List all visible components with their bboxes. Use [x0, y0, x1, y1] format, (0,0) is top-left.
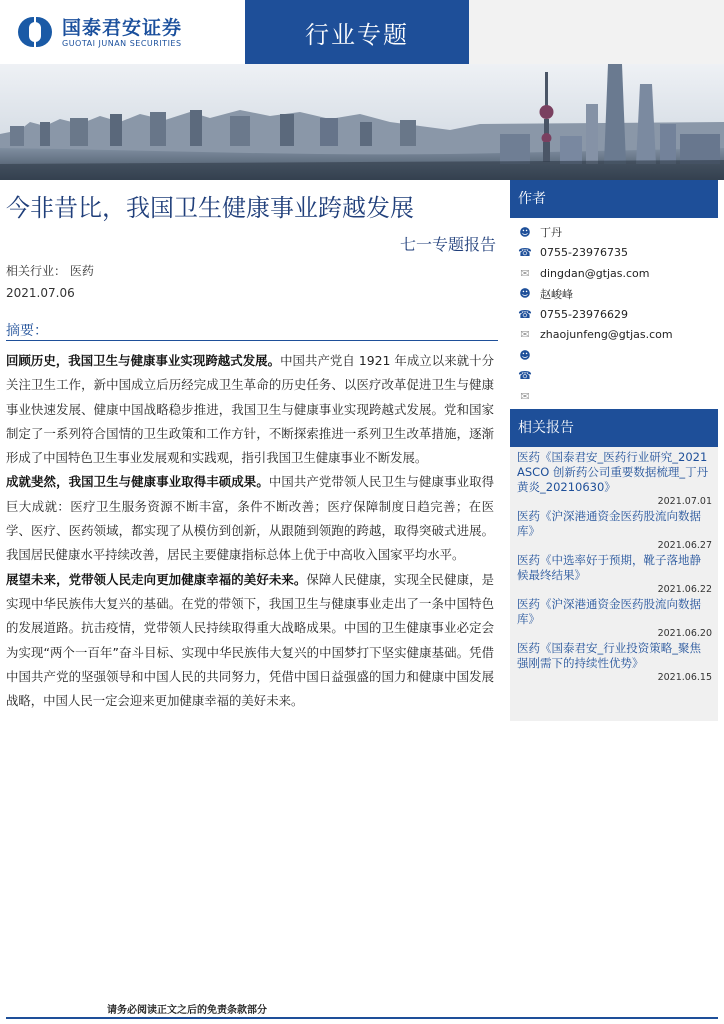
related-reports-list [510, 447, 718, 721]
author-email-row [510, 325, 718, 346]
abstract-label: 摘要： [6, 323, 48, 339]
person-icon: ☻ [519, 287, 531, 301]
paragraph-lead: 成就斐然，我国卫生与健康事业取得丰硕成果。 [6, 474, 269, 490]
header-right-panel [469, 0, 724, 64]
person-icon: ☻ [519, 225, 531, 239]
city-skyline-banner [0, 64, 724, 180]
author-email-row [510, 386, 718, 407]
authors-list [510, 218, 718, 409]
author-name-row [510, 222, 718, 243]
author-phone-row [510, 243, 718, 264]
abstract-paragraph [6, 470, 494, 567]
sidebar [510, 180, 718, 721]
paragraph-text: 保障人民健康，实现全民健康，是实现中华民族伟大复兴的基础。在党的带领下，我国卫生与健康事业走出了一条中国特色的发展道路。抗击疫情，党带领人民持续取得重大战略成果。中国的卫生健康事业必定会为实现“两个一百年”奋斗目标、实现中华民族伟大复兴的中国梦打下坚实健康基础。凭借中国共产党的坚强领导和中国人民的共同努力，凭借中国日益强盛的国力和健康中国发展战略，中国人民一定会迎来更加健康幸福的美好未来。 [6, 571, 495, 709]
related-report-title[interactable]: 医药《中选率好于预期，靴子落地静候最终结果》 [517, 552, 701, 582]
report-type-band [245, 0, 469, 64]
related-report-item[interactable] [517, 450, 712, 508]
related-report-date: 2021.06.20 [657, 627, 712, 639]
related-report-date: 2021.07.01 [657, 495, 712, 507]
related-report-date: 2021.06.27 [657, 539, 712, 551]
related-report-title[interactable]: 医药《国泰君安_医药行业研究_2021 ASCO 创新药公司重要数据梳理_丁丹 黄炎_20210630》 [517, 449, 709, 494]
phone-icon: ☎ [518, 369, 532, 383]
disclaimer-note: 请务必阅读正文之后的免责条款部分 [107, 1005, 267, 1016]
abstract-body [6, 349, 494, 713]
mail-icon: ✉ [520, 389, 530, 403]
report-title: 今非昔比，我国卫生健康事业跨越发展 [6, 194, 414, 222]
paragraph-text: 中国共产党带领人民卫生与健康事业取得巨大成就：医疗卫生服务资源不断丰富，条件不断改善；医疗保障制度日趋完善；在医学、医疗、医药领域，都实现了从模仿到创新，从跟随到领跑的跨越，取得突破式进展。我国居民健康水平持续改善，居民主要健康指标总体上优于中高收入国家平均水平。 [6, 474, 495, 563]
paragraph-lead: 展望未来，党带领人民走向更加健康幸福的美好未来。 [6, 571, 307, 587]
paragraph-text: 中国共产党自 1921 年成立以来就十分关注卫生工作，新中国成立后历经完成卫生革命的历史任务、以医疗改革促进卫生与健康事业快速发展、健康中国战略稳步推进，我国卫生与健康事业实现跨越式发展。党和国家制定了一系列符合国情的卫生政策和工作方针，不断探索推进一系列卫生改革措施，逐渐形成了中国特色卫生事业发展观和实践观，指引我国卫生健康事业不断发展。 [6, 353, 494, 466]
abstract-paragraph [6, 349, 494, 470]
report-type-label: 行业专题 [305, 20, 409, 49]
author-phone-row [510, 366, 718, 387]
related-report-date: 2021.06.22 [657, 583, 712, 595]
phone-icon: ☎ [518, 307, 532, 321]
authors-heading: 作者 [510, 180, 718, 218]
related-report-title[interactable]: 医药《沪深港通资金医药股流向数据库》 [517, 508, 701, 538]
mail-icon: ✉ [520, 266, 530, 280]
author-phone: 0755-23976629 [540, 307, 628, 321]
logo-mark-icon [18, 17, 52, 47]
logo-name-en: GUOTAI JUNAN SECURITIES [62, 38, 182, 48]
author-phone-row [510, 304, 718, 325]
related-report-item[interactable] [517, 597, 712, 640]
related-industry: 相关行业： 医药 [6, 264, 94, 278]
author-phone: 0755-23976735 [540, 246, 628, 260]
related-reports-heading: 相关报告 [510, 409, 718, 447]
related-report-title[interactable]: 医药《沪深港通资金医药股流向数据库》 [517, 596, 701, 626]
related-report-item[interactable] [517, 641, 712, 684]
report-date: 2021.07.06 [6, 286, 75, 300]
mail-icon: ✉ [520, 328, 530, 342]
author-name: 赵峻峰 [540, 287, 573, 301]
logo-name: 国泰君安证券 [62, 16, 183, 39]
skyline-illustration [0, 64, 724, 180]
author-name: 丁丹 [540, 226, 562, 240]
person-icon: ☻ [519, 348, 531, 362]
abstract-paragraph [6, 568, 494, 714]
related-report-item[interactable] [517, 509, 712, 552]
related-report-title[interactable]: 医药《国泰君安_行业投资策略_聚焦强刚需下的持续性优势》 [517, 640, 701, 670]
report-subtitle: 七一专题报告 [399, 235, 496, 254]
logo [0, 0, 245, 64]
author-name-row [510, 284, 718, 305]
related-report-item[interactable] [517, 553, 712, 596]
paragraph-lead: 回顾历史，我国卫生与健康事业实现跨越式发展。 [6, 353, 281, 368]
author-name-row [510, 345, 718, 366]
author-email-row [510, 263, 718, 284]
related-report-date: 2021.06.15 [657, 671, 712, 683]
author-email[interactable]: dingdan@gtjas.com [540, 266, 650, 280]
abstract-divider [6, 340, 498, 341]
author-email[interactable]: zhaojunfeng@gtjas.com [540, 328, 673, 342]
phone-icon: ☎ [518, 246, 532, 260]
footer-divider [6, 1017, 718, 1019]
